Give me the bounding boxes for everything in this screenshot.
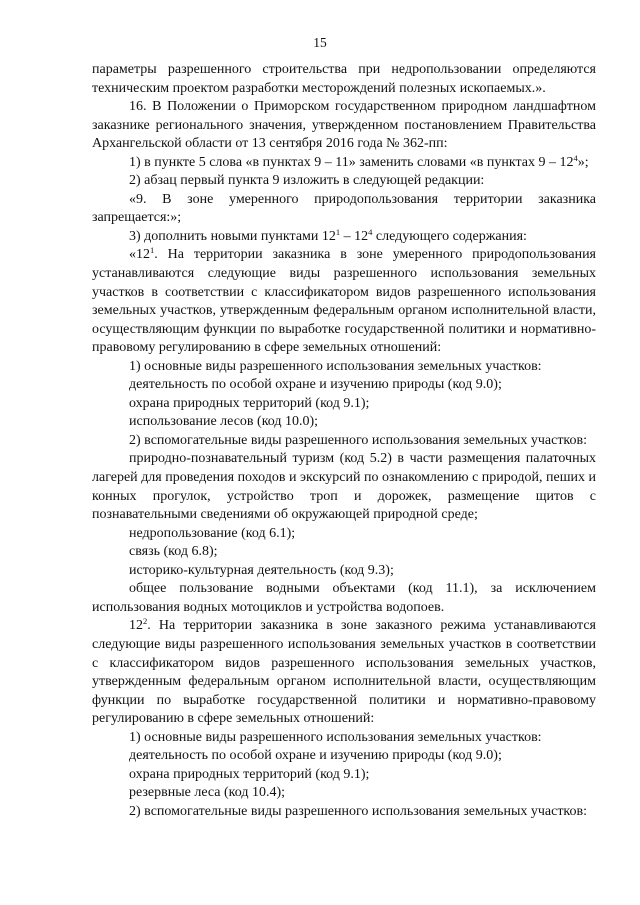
paragraph: 2) вспомогательные виды разрешенного использования земельных участков: <box>129 432 588 448</box>
text-run: »; <box>577 154 589 170</box>
paragraph: связь (код 6.8); <box>129 544 218 560</box>
paragraph <box>92 228 596 247</box>
document-body <box>92 61 596 821</box>
paragraph: недропользование (код 6.1); <box>129 525 296 541</box>
paragraph: 16. В Положении о Приморском государственном природном ландшафтном заказнике регионального значения, утвержденном постановлением Правительства Архангельской области от 13 сентября 2016 года № 362-пп: <box>92 99 596 152</box>
paragraph: 2) вспомогательные виды разрешенного использования земельных участков: <box>129 803 588 819</box>
paragraph: деятельность по особой охране и изучению природы (код 9.0); <box>129 377 502 393</box>
paragraph: охрана природных территорий (код 9.1); <box>129 766 370 782</box>
text-run: «12 <box>129 247 150 263</box>
text-run: . На территории заказника в зоне заказного режима устанавливаются следующие виды разрешенного использования земельных участков в соответствии с классификатором видов разрешенного использования земельных участков, утвержденным федеральным органом исполнительной власти, осуществляющим функции по выработке государственной политики и нормативно-правовому регулированию в сфере земельных отношений: <box>92 618 596 727</box>
superscript: 2 <box>143 616 148 627</box>
text-run: 12 <box>129 618 143 634</box>
paragraph <box>92 154 596 173</box>
paragraph: резервные леса (код 10.4); <box>129 785 286 801</box>
paragraph <box>92 617 596 728</box>
paragraph: использование лесов (код 10.0); <box>129 414 319 430</box>
text-run: 1) в пункте 5 слова «в пунктах 9 – 11» заменить словами «в пунктах 9 – 12 <box>129 154 574 170</box>
paragraph <box>92 246 596 357</box>
text-run: следующего содержания: <box>372 228 527 244</box>
paragraph: деятельность по особой охране и изучению природы (код 9.0); <box>129 748 502 764</box>
paragraph: параметры разрешенного строительства при недропользовании определяются техническим проектом разработки месторождений полезных ископаемых.». <box>92 62 596 96</box>
paragraph: «9. В зоне умеренного природопользования территории заказника запрещается:»; <box>92 191 596 226</box>
paragraph: охрана природных территорий (код 9.1); <box>129 395 370 411</box>
superscript: 1 <box>335 226 341 237</box>
paragraph: историко-культурная деятельность (код 9.3); <box>129 562 394 578</box>
paragraph: природно-познавательный туризм (код 5.2) в части размещения палаточных лагерей для проведения походов и экскурсий по ознакомлению с природой, пеших и конных прогулок, устройство троп и дорожек, размещение щитов с познавательными сведениями об окружающей природной среде; <box>92 451 596 523</box>
text-run: . На территории заказника в зоне умеренного природопользования устанавливаются следующие виды разрешенного использования земельных участков в соответствии с классификатором видов разрешенного использования земельных участков, утвержденным федеральным органом исполнительной власти, осуществляющим функции по выработке государственной политики и нормативно-правовому регулированию в сфере земельных отношений: <box>92 247 596 356</box>
superscript: 4 <box>368 226 373 237</box>
text-run: – 12 <box>340 228 369 244</box>
paragraph: общее пользование водными объектами (код 11.1), за исключением использования водных мотоциклов и устройства водопоев. <box>92 581 596 615</box>
paragraph: 1) основные виды разрешенного использования земельных участков: <box>129 729 542 745</box>
page-number: 15 <box>313 35 327 50</box>
text-run: 3) дополнить новыми пунктами 12 <box>129 228 336 244</box>
superscript: 4 <box>573 152 578 163</box>
paragraph: 1) основные виды разрешенного использования земельных участков: <box>129 358 542 374</box>
superscript: 1 <box>150 245 155 256</box>
paragraph: 2) абзац первый пункта 9 изложить в следующей редакции: <box>129 173 485 189</box>
